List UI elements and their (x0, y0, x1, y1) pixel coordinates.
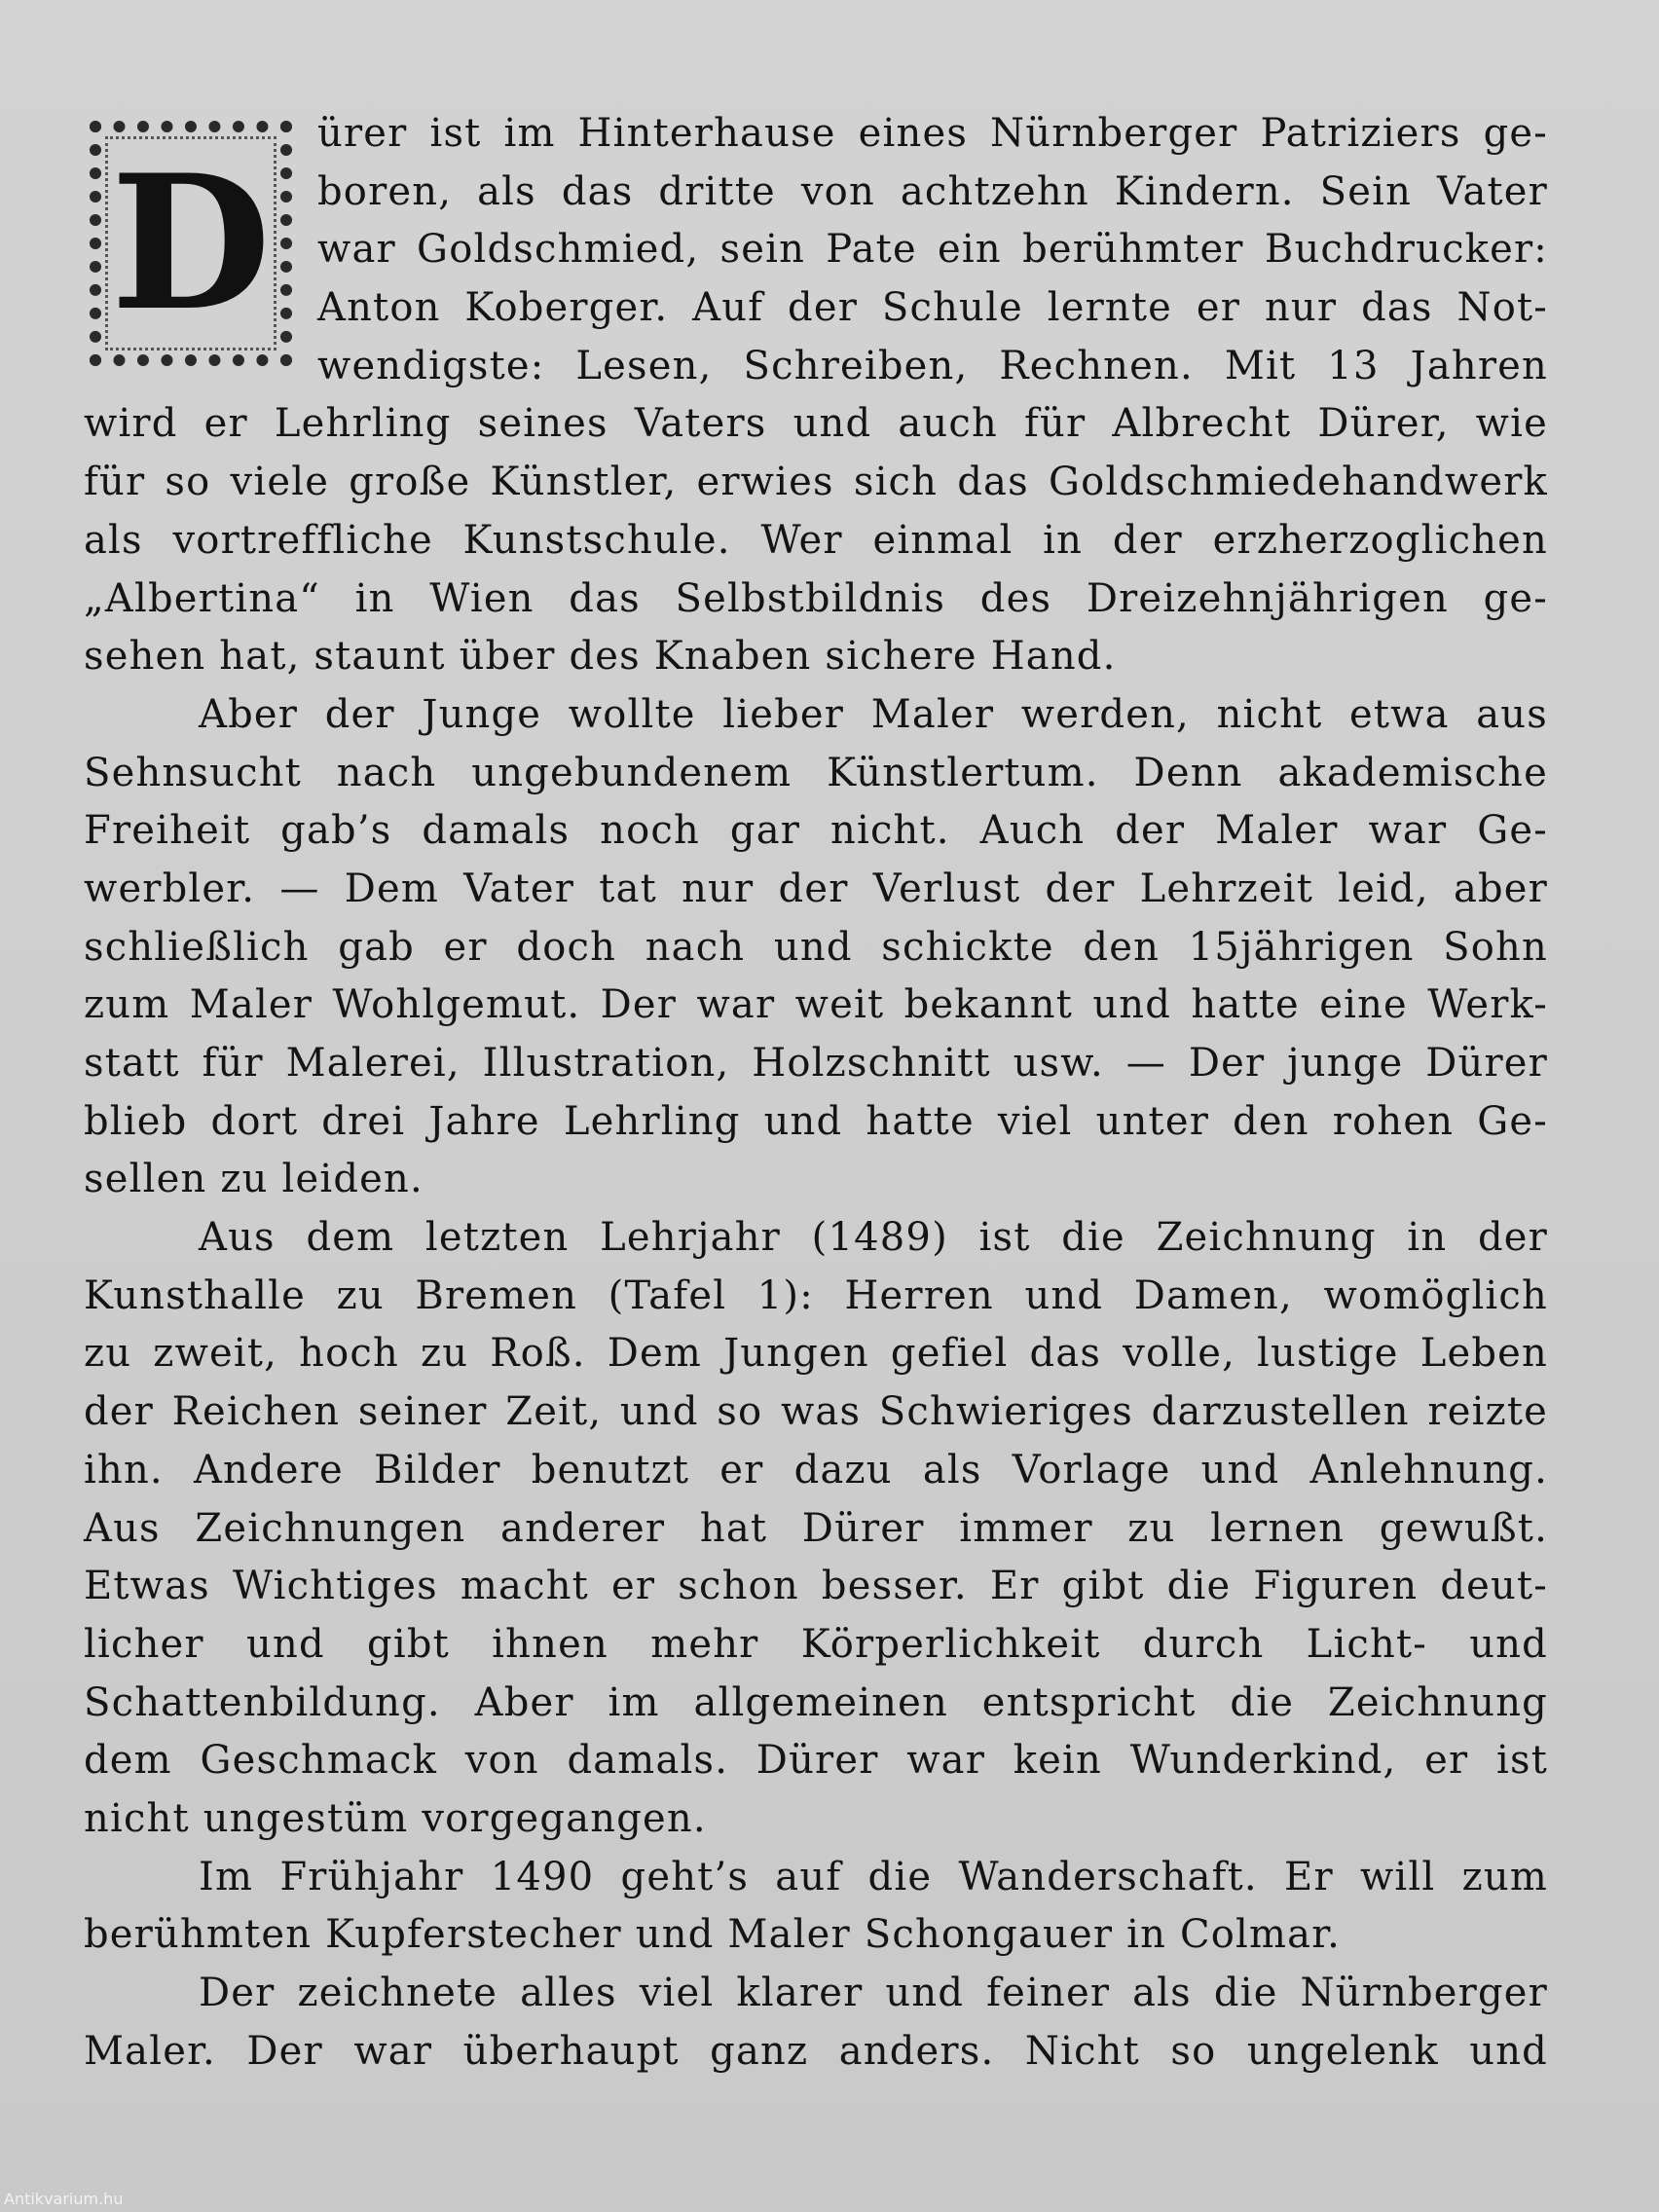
text-line: sehen hat, staunt über des Knaben sichere Hand. (84, 634, 1117, 680)
text-line: Aber der Junge wollte lieber Maler werden, nicht etwa aus (199, 691, 1548, 737)
text-line: ihn. Andere Bilder benutzt er dazu als Vorlage und Anlehnung. (84, 1447, 1548, 1493)
text-line: Etwas Wichtiges macht er schon besser. Er gibt die Figuren deut- (84, 1564, 1548, 1609)
text-line: nicht ungestüm vorgegangen. (84, 1795, 707, 1841)
text-line: „Albertina“ in Wien das Selbstbildnis des Dreizehnjährigen ge- (84, 575, 1548, 621)
text-line: zum Maler Wohlgemut. Der war weit bekannt und hatte eine Werk- (84, 982, 1548, 1028)
text-line: statt für Malerei, Illustration, Holzschnitt usw. — Der junge Dürer (84, 1041, 1548, 1086)
text-line: Anton Koberger. Auf der Schule lernte er nur das Not- (317, 285, 1548, 331)
text-line: Maler. Der war überhaupt ganz anders. Nicht so ungelenk und (84, 2028, 1548, 2074)
text-line: Sehnsucht nach ungebundenem Künstlertum. Denn akademische (84, 750, 1548, 795)
text-line: war Goldschmied, sein Pate ein berühmter Buchdrucker: (317, 227, 1548, 273)
text-line: boren, als das dritte von achtzehn Kindern. Sein Vater (317, 168, 1548, 214)
watermark-text: Antikvarium.hu (4, 2190, 124, 2208)
text-line: der Reichen seiner Zeit, und so was Schwieriges darzustellen reizte (84, 1389, 1548, 1435)
text-line: Aus dem letzten Lehrjahr (1489) ist die Zeichnung in der (199, 1215, 1548, 1261)
text-line: Schattenbildung. Aber im allgemeinen entspricht die Zeichnung (84, 1679, 1548, 1725)
text-line: werbler. — Dem Vater tat nur der Verlust der Lehrzeit leid, aber (84, 866, 1548, 911)
text-line: Aus Zeichnungen anderer hat Dürer immer zu lernen gewußt. (84, 1505, 1548, 1551)
text-line: ürer ist im Hinterhause eines Nürnberger Patriziers ge- (317, 111, 1548, 156)
body-text (84, 105, 1548, 2081)
text-line: wendigste: Lesen, Schreiben, Rechnen. Mit 13 Jahren (317, 343, 1548, 388)
text-line: Freiheit gab’s damals noch gar nicht. Auch der Maler war Ge- (84, 808, 1548, 854)
text-line: wird er Lehrling seines Vaters und auch für Albrecht Dürer, wie (84, 401, 1548, 447)
text-line: Im Frühjahr 1490 geht’s auf die Wanderschaft. Er will zum (199, 1854, 1548, 1899)
text-line: zu zweit, hoch zu Roß. Dem Jungen gefiel das volle, lustige Leben (84, 1331, 1548, 1377)
text-line: licher und gibt ihnen mehr Körperlichkeit durch Licht- und (84, 1621, 1548, 1667)
text-line: schließlich gab er doch nach und schickte den 15jährigen Sohn (84, 924, 1548, 970)
text-line: berühmten Kupferstecher und Maler Schongauer in Colmar. (84, 1912, 1342, 1958)
text-line: dem Geschmack von damals. Dürer war kein Wunderkind, er ist (84, 1738, 1548, 1784)
text-line: für so viele große Künstler, erwies sich das Goldschmiedehandwerk (84, 460, 1548, 505)
text-line: als vortreffliche Kunstschule. Wer einmal in der erzherzoglichen (84, 517, 1548, 563)
text-line: Der zeichnete alles viel klarer und feiner als die Nürnberger (199, 1971, 1548, 2015)
text-line: Kunsthalle zu Bremen (Tafel 1): Herren und Damen, womöglich (84, 1272, 1548, 1318)
text-line: blieb dort drei Jahre Lehrling und hatte viel unter den rohen Ge- (84, 1098, 1548, 1144)
dropcap-letter: D (110, 134, 272, 351)
text-line: sellen zu leiden. (84, 1157, 424, 1202)
